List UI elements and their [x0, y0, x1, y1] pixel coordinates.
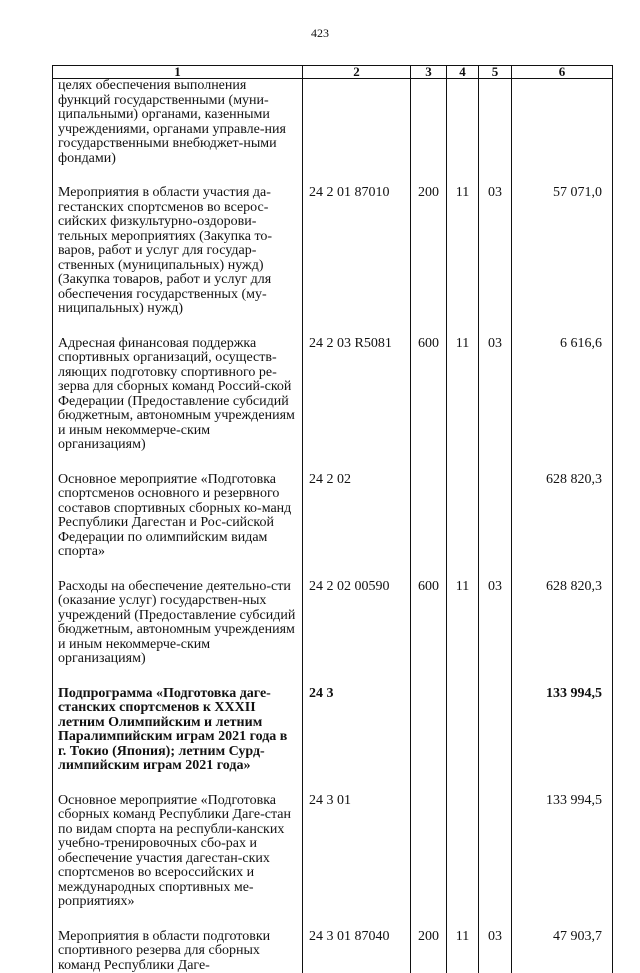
row-code-cell: 24 3	[303, 687, 411, 774]
spacer-cell	[303, 774, 411, 794]
spacer-cell	[303, 166, 411, 186]
spacer-cell	[53, 317, 303, 337]
row-vr-cell	[411, 687, 447, 774]
spacer-cell	[512, 166, 613, 186]
header-cell: 4	[447, 66, 479, 79]
row-vr-cell: 200	[411, 186, 447, 317]
spacer-cell	[303, 667, 411, 687]
spacer-cell	[447, 910, 479, 930]
row-vr-cell: 200	[411, 930, 447, 973]
budget-table	[52, 65, 613, 973]
row-amount-cell: 628 820,3	[512, 473, 613, 560]
row-name-cell: Мероприятия в области участия да-гестанских спортсменов во всерос-сийских физкультурно-оздорови-тельных мероприятиях (Закупка то-варов, работ и услуг для государ-ственных (муниципальных) нужд) (Закупка товаров, работ и услуг для обеспечения государственных (му-ниципальных) нужд)	[53, 186, 303, 317]
row-pr-cell: 03	[479, 186, 512, 317]
row-rz-cell	[447, 687, 479, 774]
row-spacer	[53, 910, 613, 930]
row-vr-cell: 600	[411, 337, 447, 453]
row-spacer	[53, 317, 613, 337]
row-rz-cell	[447, 794, 479, 910]
spacer-cell	[447, 667, 479, 687]
header-row	[53, 66, 613, 79]
row-vr-cell	[411, 473, 447, 560]
row-pr-cell	[479, 687, 512, 774]
row-vr-cell	[411, 79, 447, 167]
spacer-cell	[411, 317, 447, 337]
spacer-cell	[447, 317, 479, 337]
row-name-cell: Основное мероприятие «Подготовка сборных команд Республики Даге-стан по видам спорта на республи-канских учебно-тренировочных сбо-рах и обеспечение участия дагестан-ских спортсменов во всероссийских и международных спортивных ме-роприятиях»	[53, 794, 303, 910]
row-code-cell	[303, 79, 411, 167]
row-amount-cell: 47 903,7	[512, 930, 613, 973]
header-cell: 5	[479, 66, 512, 79]
row-pr-cell	[479, 473, 512, 560]
spacer-cell	[411, 560, 447, 580]
spacer-cell	[411, 774, 447, 794]
row-code-cell: 24 3 01 87040	[303, 930, 411, 973]
page-number: 423	[0, 26, 640, 41]
spacer-cell	[303, 317, 411, 337]
row-pr-cell	[479, 79, 512, 167]
header-cell: 3	[411, 66, 447, 79]
row-spacer	[53, 453, 613, 473]
spacer-cell	[53, 453, 303, 473]
row-pr-cell: 03	[479, 580, 512, 667]
spacer-cell	[411, 166, 447, 186]
spacer-cell	[53, 560, 303, 580]
spacer-cell	[512, 774, 613, 794]
row-amount-cell	[512, 79, 613, 167]
spacer-cell	[512, 453, 613, 473]
table-row	[53, 79, 613, 167]
row-amount-cell: 133 994,5	[512, 794, 613, 910]
header-cell: 2	[303, 66, 411, 79]
spacer-cell	[479, 774, 512, 794]
row-rz-cell: 11	[447, 186, 479, 317]
table-row	[53, 930, 613, 973]
row-pr-cell	[479, 794, 512, 910]
row-spacer	[53, 774, 613, 794]
spacer-cell	[479, 560, 512, 580]
row-code-cell: 24 2 02	[303, 473, 411, 560]
table-row	[53, 473, 613, 560]
spacer-cell	[447, 774, 479, 794]
row-spacer	[53, 560, 613, 580]
spacer-cell	[303, 560, 411, 580]
row-code-cell: 24 2 01 87010	[303, 186, 411, 317]
row-pr-cell: 03	[479, 930, 512, 973]
spacer-cell	[479, 453, 512, 473]
row-name-cell: Мероприятия в области подготовки спортивного резерва для сборных команд Республики Даге-	[53, 930, 303, 973]
row-amount-cell: 628 820,3	[512, 580, 613, 667]
spacer-cell	[411, 667, 447, 687]
spacer-cell	[303, 453, 411, 473]
spacer-cell	[479, 667, 512, 687]
row-code-cell: 24 3 01	[303, 794, 411, 910]
table-row	[53, 337, 613, 453]
table-row	[53, 580, 613, 667]
header-cell: 6	[512, 66, 613, 79]
table-row	[53, 687, 613, 774]
row-rz-cell: 11	[447, 930, 479, 973]
row-rz-cell	[447, 473, 479, 560]
row-amount-cell: 57 071,0	[512, 186, 613, 317]
spacer-cell	[53, 910, 303, 930]
row-vr-cell: 600	[411, 580, 447, 667]
row-name-cell: Расходы на обеспечение деятельно-сти (оказание услуг) государствен-ных учреждений (Предоставление субсидий бюджетным, автономным учреждениям и иным некоммерче-ским организациям)	[53, 580, 303, 667]
header-cell: 1	[53, 66, 303, 79]
row-spacer	[53, 667, 613, 687]
spacer-cell	[411, 453, 447, 473]
spacer-cell	[479, 317, 512, 337]
spacer-cell	[479, 166, 512, 186]
spacer-cell	[447, 166, 479, 186]
spacer-cell	[303, 910, 411, 930]
row-code-cell: 24 2 02 00590	[303, 580, 411, 667]
spacer-cell	[447, 560, 479, 580]
table-row	[53, 186, 613, 317]
table-row	[53, 794, 613, 910]
row-name-cell: Подпрограмма «Подготовка даге-станских спортсменов к XXXII летним Олимпийским и летним Паралимпийским играм 2021 года в г. Токио (Япония); летним Сурд-лимпийским играм 2021 года»	[53, 687, 303, 774]
spacer-cell	[512, 910, 613, 930]
spacer-cell	[411, 910, 447, 930]
row-vr-cell	[411, 794, 447, 910]
row-name-cell: Основное мероприятие «Подготовка спортсменов основного и резервного составов спортивных сборных ко-манд Республики Дагестан и Рос-сийской Федерации по олимпийским видам спорта»	[53, 473, 303, 560]
spacer-cell	[53, 774, 303, 794]
row-name-cell: целях обеспечения выполнения функций государственными (муни-ципальными) органами, казенными учреждениями, органами управле-ния государственными внебюджет-ными фондами)	[53, 79, 303, 167]
spacer-cell	[447, 453, 479, 473]
spacer-cell	[512, 317, 613, 337]
row-code-cell: 24 2 03 R5081	[303, 337, 411, 453]
row-rz-cell	[447, 79, 479, 167]
row-amount-cell: 6 616,6	[512, 337, 613, 453]
row-spacer	[53, 166, 613, 186]
spacer-cell	[479, 910, 512, 930]
row-rz-cell: 11	[447, 337, 479, 453]
spacer-cell	[512, 667, 613, 687]
row-rz-cell: 11	[447, 580, 479, 667]
row-name-cell: Адресная финансовая поддержка спортивных организаций, осуществ-ляющих подготовку спортивного ре-зерва для сборных команд Россий-ской Федерации (Предоставление субсидий бюджетным, автономным учреждениям и иным некоммерче-ским организациям)	[53, 337, 303, 453]
spacer-cell	[53, 166, 303, 186]
row-pr-cell: 03	[479, 337, 512, 453]
table-body	[53, 79, 613, 973]
spacer-cell	[53, 667, 303, 687]
row-amount-cell: 133 994,5	[512, 687, 613, 774]
spacer-cell	[512, 560, 613, 580]
